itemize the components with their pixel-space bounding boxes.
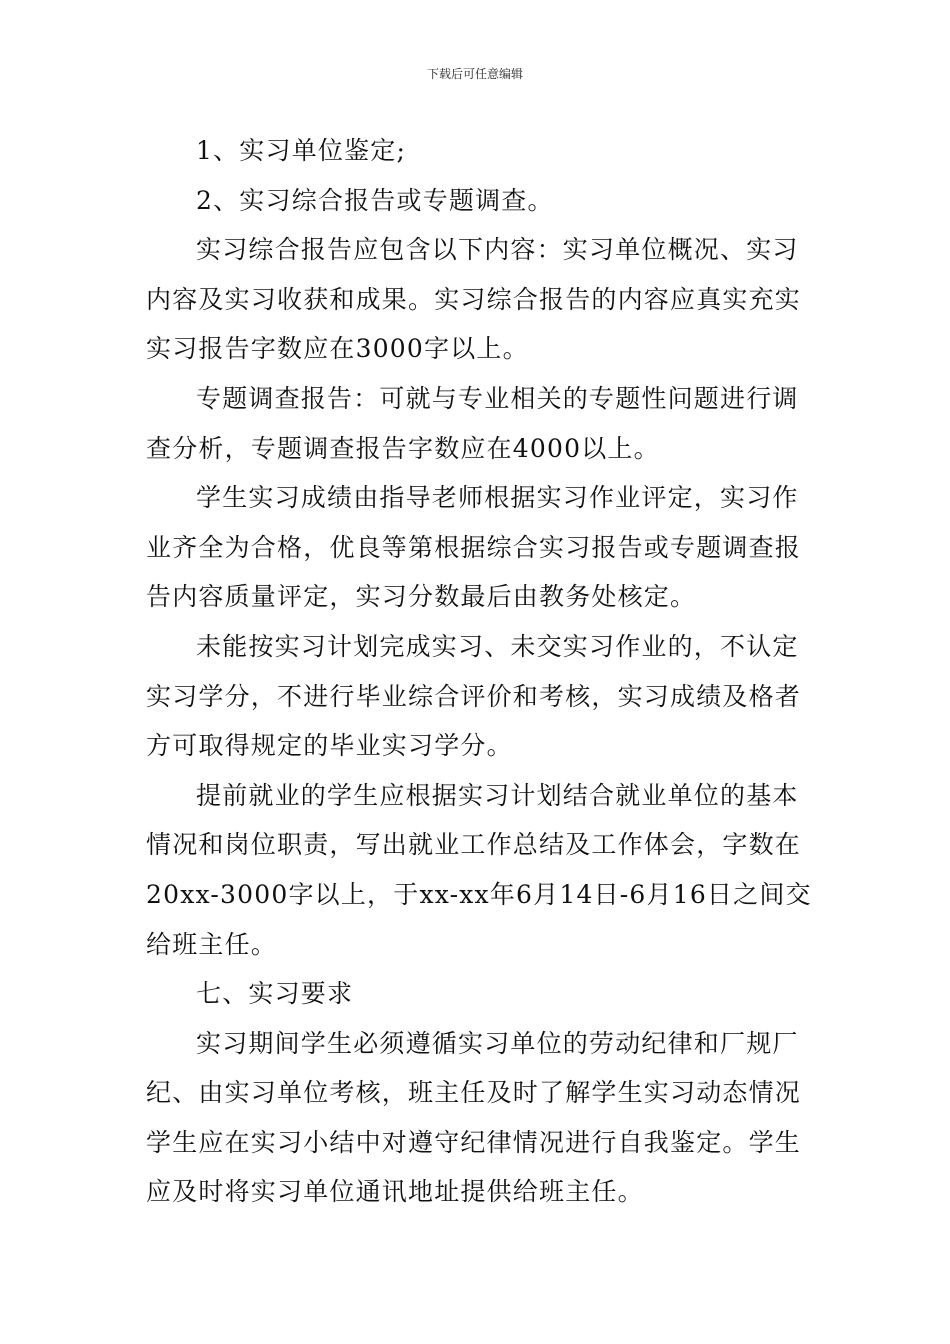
text-line: 给班主任。 — [146, 929, 278, 959]
text-line: 业齐全为合格，优良等第根据综合实习报告或专题调查报 — [146, 532, 802, 562]
page-header: 下载后可任意编辑 — [426, 67, 523, 81]
text-line: 内容及实习收获和成果。实习综合报告的内容应真实充实 — [146, 284, 802, 314]
text-line: 1、实习单位鉴定; — [196, 136, 407, 165]
text-line: 纪、由实习单位考核，班主任及时了解学生实习动态情况 — [146, 1078, 802, 1108]
paragraph — [146, 225, 810, 374]
text-line: 专题调查报告：可就与专业相关的专题性问题进行调 — [196, 383, 799, 413]
paragraph — [146, 771, 810, 969]
document-body — [146, 126, 810, 1217]
text-line: 情况和岗位职责，写出就业工作总结及工作体会，字数在 — [146, 830, 802, 860]
paragraph — [146, 1019, 810, 1217]
text-line: 未能按实习计划完成实习、未交实习作业的，不认定 — [196, 631, 799, 661]
text-line: 实习学分，不进行毕业综合评价和考核，实习成绩及格者 — [146, 681, 802, 711]
paragraph — [146, 374, 810, 473]
text-line: 七、实习要求 — [196, 979, 354, 1009]
text-line: 20xx-3000字以上，于xx-xx年6月14日-6月16日之间交 — [146, 879, 812, 909]
paragraph — [146, 473, 810, 622]
text-line: 学生应在实习小结中对遵守纪律情况进行自我鉴定。学生 — [146, 1127, 802, 1157]
text-line: 方可取得规定的毕业实习学分。 — [146, 731, 513, 761]
section-heading — [146, 969, 810, 1019]
paragraph — [146, 176, 810, 226]
text-line: 应及时将实习单位通讯地址提供给班主任。 — [146, 1177, 644, 1207]
text-line: 实习报告字数应在3000字以上。 — [146, 334, 529, 364]
text-line: 查分析，专题调查报告字数应在4000以上。 — [146, 433, 660, 463]
text-line: 2、实习综合报告或专题调查。 — [196, 185, 554, 215]
text-line: 实习期间学生必须遵循实习单位的劳动纪律和厂规厂 — [196, 1028, 799, 1058]
text-line: 告内容质量评定，实习分数最后由教务处核定。 — [146, 582, 697, 612]
paragraph — [146, 622, 810, 771]
text-line: 学生实习成绩由指导老师根据实习作业评定，实习作 — [196, 483, 799, 513]
paragraph — [146, 126, 810, 176]
text-line: 提前就业的学生应根据实习计划结合就业单位的基本 — [196, 780, 799, 810]
text-line: 实习综合报告应包含以下内容：实习单位概况、实习 — [196, 235, 799, 265]
